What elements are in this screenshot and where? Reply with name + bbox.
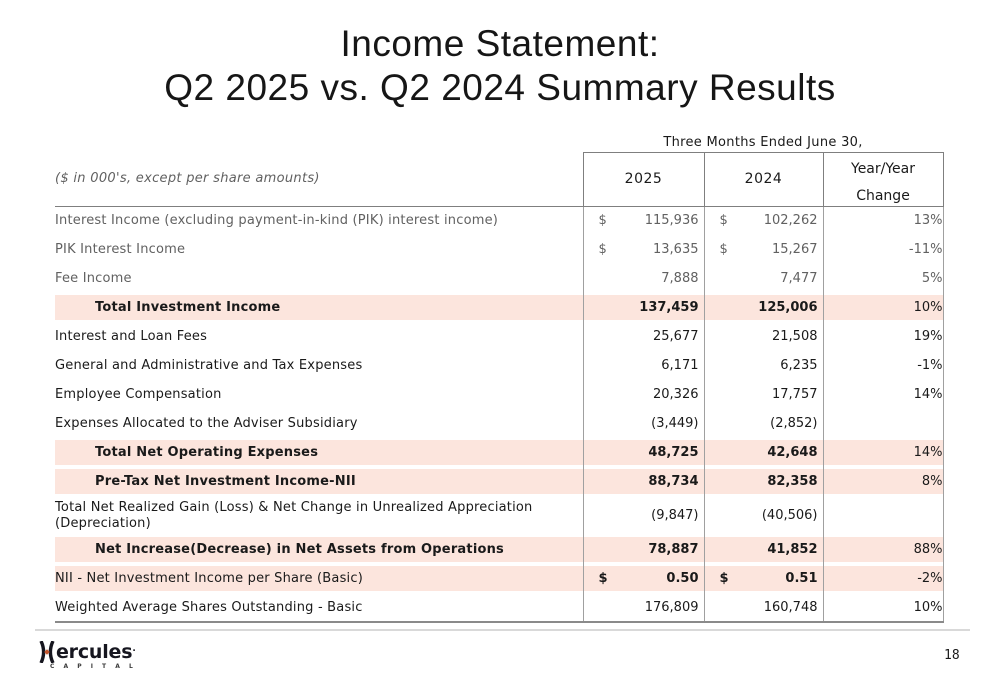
value-2025: 20,326 [653,387,699,402]
value-2024-cell [704,206,823,235]
value-2024-cell [704,380,823,409]
table-row-employee-compensation [55,380,943,409]
change-cell: 88% [823,535,943,564]
slide-title [0,22,1000,110]
currency-symbol: $ [719,571,729,586]
change-cell: 8% [823,467,943,496]
value-2025: 88,734 [648,474,699,489]
hercules-h-icon [38,641,56,663]
column-header-2024: 2024 [704,152,823,206]
value-2025-cell [583,593,704,622]
hercules-wordmark [38,641,136,663]
value-2025-cell [583,235,704,264]
row-label: Total Net Realized Gain (Loss) & Net Change in Unrealized Appreciation (Depreciation) [55,499,533,531]
column-header-yoy-line2: Change [856,187,910,204]
value-2024: (2,852) [770,416,818,431]
table-row-total-net-realized-gain-loss [55,496,943,535]
row-label: Interest and Loan Fees [55,329,208,344]
value-2025-cell [583,564,704,593]
value-2025: (9,847) [651,508,699,523]
column-header-row [55,152,943,206]
value-2024: 125,006 [758,300,818,315]
value-2024-cell [704,564,823,593]
change-cell: -11% [823,235,943,264]
row-label: NII - Net Investment Income per Share (Basic) [55,564,583,593]
value-2024-cell [704,496,823,535]
value-2025: 78,887 [648,542,699,557]
value-2024: 7,477 [780,271,818,286]
table-row-nii-per-share-basic [55,564,943,593]
change-cell: -1% [823,351,943,380]
change-cell [823,496,943,535]
value-2024-cell [704,535,823,564]
spacer-cell [55,133,583,152]
change-cell: 5% [823,264,943,293]
value-2025-cell [583,264,704,293]
change-cell [823,409,943,438]
value-2025: (3,449) [651,416,699,431]
row-label: General and Administrative and Tax Expenses [55,358,363,373]
value-2024-cell [704,351,823,380]
currency-symbol: $ [598,242,607,257]
table-row-expenses-allocated-adviser-subsidiary [55,409,943,438]
row-label: Interest Income (excluding payment-in-kind (PIK) interest income) [55,213,499,229]
logo-caption: C A P I T A L [50,663,137,670]
value-2024: 21,508 [772,329,818,344]
change-cell: -2% [823,564,943,593]
change-cell: 13% [823,206,943,235]
value-2025: 0.50 [666,571,699,586]
change-cell: 10% [823,293,943,322]
value-2025: 13,635 [653,242,699,257]
row-label: Fee Income [55,271,132,286]
value-2024-cell [704,409,823,438]
value-2024-cell [704,593,823,622]
row-label: Net Increase(Decrease) in Net Assets from Operations [55,535,583,564]
value-2024: 41,852 [767,542,818,557]
table-row-fee-income [55,264,943,293]
value-2024: 160,748 [763,599,818,615]
row-label: Employee Compensation [55,387,222,402]
table-row-general-admin-tax-expenses [55,351,943,380]
change-cell: 14% [823,380,943,409]
value-2025: 6,171 [661,358,699,373]
change-cell: 10% [823,593,943,622]
table-row-total-investment-income [55,293,943,322]
value-2025-cell [583,380,704,409]
value-2025-cell [583,438,704,467]
slide-title-line1: Income Statement: [340,23,660,64]
row-label: Weighted Average Shares Outstanding - Basic [55,593,583,622]
change-cell: 14% [823,438,943,467]
currency-symbol: $ [719,213,728,229]
value-2025: 25,677 [653,329,699,344]
value-2024: (40,506) [761,508,818,523]
value-2024-cell [704,293,823,322]
table-row-interest-and-loan-fees [55,322,943,351]
table-row-pik-interest-income [55,235,943,264]
value-2025-cell [583,535,704,564]
value-2024-cell [704,235,823,264]
units-note: ($ in 000's, except per share amounts) [55,152,583,206]
value-2025: 7,888 [661,271,699,286]
value-2024: 17,757 [772,387,818,402]
value-2025-cell [583,322,704,351]
value-2024: 42,648 [767,445,818,460]
column-header-2025: 2025 [583,152,704,206]
value-2025-cell [583,293,704,322]
row-label: Pre-Tax Net Investment Income-NII [55,467,583,496]
currency-symbol: $ [719,242,728,257]
logo-registered-dot: . [132,644,136,654]
value-2025-cell [583,467,704,496]
value-2025: 137,459 [639,300,699,315]
value-2025-cell [583,206,704,235]
value-2024-cell [704,264,823,293]
table-row-weighted-average-shares [55,593,943,622]
currency-symbol: $ [598,571,608,586]
value-2024: 6,235 [780,358,818,373]
value-2025: 115,936 [644,213,699,229]
period-header: Three Months Ended June 30, [663,134,863,150]
table-row-pretax-net-investment-income [55,467,943,496]
value-2024-cell [704,322,823,351]
value-2024-cell [704,467,823,496]
table-row-interest-income [55,206,943,235]
table-row-net-increase-in-net-assets [55,535,943,564]
currency-symbol: $ [598,213,607,229]
value-2025: 176,809 [644,599,699,615]
slide-title-line2: Q2 2025 vs. Q2 2024 Summary Results [164,67,836,108]
value-2024: 82,358 [767,474,818,489]
value-2025-cell [583,496,704,535]
hercules-logo [38,641,136,670]
logo-text: ercules [56,641,133,663]
column-header-yoy-line1: Year/Year [851,160,915,177]
change-cell: 19% [823,322,943,351]
value-2024-cell [704,438,823,467]
row-label: Total Net Operating Expenses [55,438,583,467]
period-header-row [55,133,943,152]
value-2025-cell [583,409,704,438]
row-label: Total Investment Income [55,293,583,322]
footer-divider [35,629,970,631]
value-2025-cell [583,351,704,380]
value-2024: 15,267 [772,242,818,257]
page-number: 18 [944,648,960,663]
column-header-yoy [823,152,943,206]
income-statement-table [55,133,944,623]
row-label: PIK Interest Income [55,242,186,257]
value-2024: 0.51 [785,571,818,586]
value-2025: 48,725 [648,445,699,460]
row-label: Expenses Allocated to the Adviser Subsidiary [55,416,358,431]
value-2024: 102,262 [763,213,818,229]
table-row-total-net-operating-expenses [55,438,943,467]
